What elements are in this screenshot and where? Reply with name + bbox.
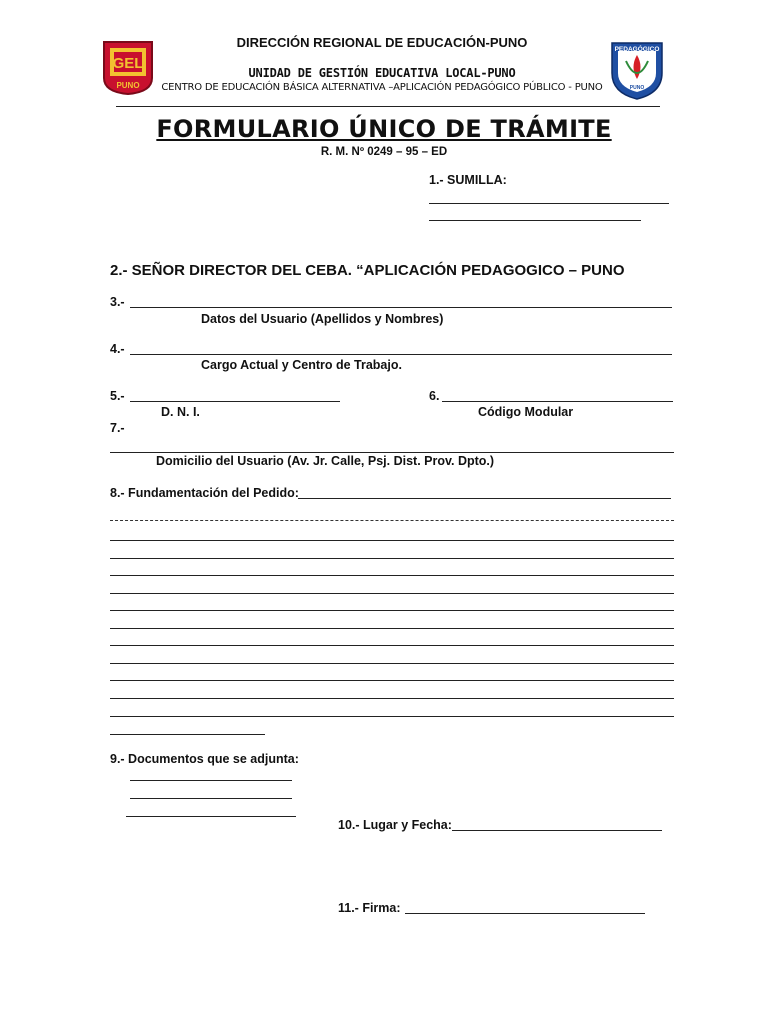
field-8-label: 8.- Fundamentación del Pedido:	[110, 486, 299, 500]
field-4-num: 4.-	[110, 342, 125, 356]
field-5-num: 5.-	[110, 389, 125, 403]
documents-line-3[interactable]	[126, 816, 296, 817]
field-10-line[interactable]	[452, 830, 662, 831]
form-title: FORMULARIO ÚNICO DE TRÁMITE	[156, 115, 612, 143]
fundamentacion-line-12[interactable]	[110, 734, 265, 735]
field-6-line[interactable]	[442, 401, 673, 402]
header-line1: DIRECCIÓN REGIONAL DE EDUCACIÓN-PUNO	[236, 35, 528, 50]
field-8-dashed-line[interactable]	[110, 520, 674, 521]
fundamentacion-line-9[interactable]	[110, 680, 674, 681]
field-6-caption: Código Modular	[478, 405, 574, 419]
field-4-line[interactable]	[130, 354, 672, 355]
header-line2: UNIDAD DE GESTIÓN EDUCATIVA LOCAL-PUNO	[248, 66, 516, 80]
field-10-label: 10.- Lugar y Fecha:	[338, 818, 452, 832]
fundamentacion-line-7[interactable]	[110, 645, 674, 646]
field-3-caption: Datos del Usuario (Apellidos y Nombres)	[201, 312, 444, 326]
field-7-caption: Domicilio del Usuario (Av. Jr. Calle, Psj. Dist. Prov. Dpto.)	[156, 454, 495, 468]
documents-line-1[interactable]	[130, 780, 292, 781]
header-line3: CENTRO DE EDUCACIÓN BÁSICA ALTERNATIVA –APLICACIÓN PEDAGÓGICO PÚBLICO - PUNO	[161, 82, 603, 93]
field-8-line[interactable]	[298, 498, 671, 499]
right-logo-text: PEDAGÓGICO	[614, 46, 660, 53]
form-subtitle: R. M. Nº 0249 – 95 – ED	[320, 146, 448, 158]
left-logo	[100, 38, 156, 96]
documents-line-2[interactable]	[130, 798, 292, 799]
right-logo-subtext: PUNO	[629, 85, 645, 91]
field-6-num: 6.	[429, 389, 440, 403]
field-11-line[interactable]	[405, 913, 645, 914]
field-7-num: 7.-	[110, 421, 125, 435]
field-7-line[interactable]	[110, 452, 674, 453]
fundamentacion-line-8[interactable]	[110, 663, 674, 664]
sumilla-line-2[interactable]	[429, 220, 641, 221]
fundamentacion-line-1[interactable]	[110, 540, 674, 541]
sumilla-label: 1.- SUMILLA:	[429, 173, 507, 187]
field-11-label: 11.- Firma:	[338, 901, 401, 915]
field-5-caption: D. N. I.	[161, 405, 200, 419]
field-3-num: 3.-	[110, 295, 125, 309]
addressee-heading: 2.- SEÑOR DIRECTOR DEL CEBA. “APLICACIÓN PEDAGOGICO – PUNO	[110, 262, 625, 279]
ceba-shield-icon	[606, 37, 668, 101]
field-3-line[interactable]	[130, 307, 672, 308]
fundamentacion-line-11[interactable]	[110, 716, 674, 717]
field-5-line[interactable]	[130, 401, 340, 402]
fundamentacion-line-5[interactable]	[110, 610, 674, 611]
fundamentacion-line-3[interactable]	[110, 575, 674, 576]
left-logo-text: GEL	[112, 55, 144, 72]
left-logo-subtext: PUNO	[116, 81, 140, 90]
sumilla-line-1[interactable]	[429, 203, 669, 204]
ugel-logo-icon	[100, 38, 156, 96]
field-9-label: 9.- Documentos que se adjunta:	[110, 752, 299, 766]
fundamentacion-line-4[interactable]	[110, 593, 674, 594]
fundamentacion-line-10[interactable]	[110, 698, 674, 699]
field-4-caption: Cargo Actual y Centro de Trabajo.	[201, 358, 402, 372]
fundamentacion-line-2[interactable]	[110, 558, 674, 559]
right-logo	[606, 37, 668, 101]
fundamentacion-line-6[interactable]	[110, 628, 674, 629]
header-divider	[116, 106, 660, 107]
